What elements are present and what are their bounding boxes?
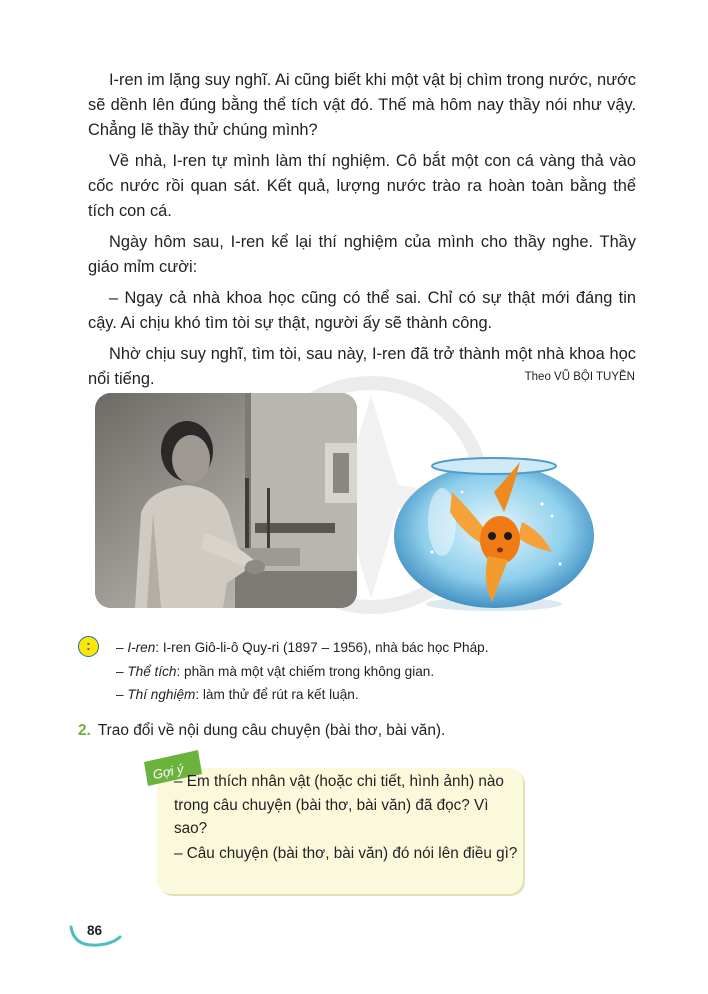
page-number: 86 <box>87 923 103 938</box>
glossary-term: Thể tích <box>127 663 177 679</box>
glossary-list <box>116 636 596 707</box>
task-2 <box>78 722 445 740</box>
glossary-icon: : <box>78 636 99 657</box>
goldfish-bowl-icon <box>392 452 597 612</box>
page-number-badge <box>68 915 124 949</box>
scientist-photo <box>95 393 357 608</box>
hint-line: – Em thích nhân vật (hoặc chi tiết, hình ảnh) nào trong câu chuyện (bài thơ, bài văn) đã đọc? Vì sao? <box>174 773 504 837</box>
scientist-photo-art <box>95 393 357 608</box>
glossary-definition: : làm thử để rút ra kết luận. <box>195 687 359 702</box>
story-paragraph: I-ren im lặng suy nghĩ. Ai cũng biết khi một vật bị chìm trong nước, nước sẽ dềnh lên đúng bằng thể tích vật đó. Thế mà hôm nay thầy nói như vậy. Chẳng lẽ thầy thử chúng mình? <box>88 71 636 139</box>
glossary-item: – Thể tích: phần mà một vật chiếm trong không gian. <box>116 663 435 679</box>
glossary-term: Thí nghiệm <box>127 687 196 702</box>
story-paragraph: – Ngay cả nhà khoa học cũng có thể sai. Chỉ có sự thật mới đáng tin cậy. Ai chịu khó tìm tòi sự thật, người ấy sẽ thành công. <box>88 289 636 332</box>
story-text <box>88 68 636 398</box>
task-number: 2. <box>78 722 91 739</box>
hint-text <box>174 770 518 866</box>
glossary-item: – Thí nghiệm: làm thử để rút ra kết luận. <box>116 687 359 702</box>
story-paragraph: Về nhà, I-ren tự mình làm thí nghiệm. Cô bắt một con cá vàng thả vào cốc nước rồi quan sát. Kết quả, lượng nước trào ra hoàn toàn bằng thể tích con cá. <box>88 152 636 220</box>
task-text: Trao đổi về nội dung câu chuyện (bài thơ, bài văn). <box>97 722 446 739</box>
glossary-definition: : phần mà một vật chiếm trong không gian. <box>176 663 435 679</box>
glossary-term: I-ren <box>127 640 156 655</box>
hint-line: – Câu chuyện (bài thơ, bài văn) đó nói lên điều gì? <box>174 844 518 862</box>
hint-label: Gợi ý <box>151 761 185 783</box>
story-source: Theo VŨ BỘI TUYỀN <box>524 371 635 383</box>
story-paragraph: Ngày hôm sau, I-ren kể lại thí nghiệm của mình cho thầy nghe. Thầy giáo mỉm cười: <box>88 233 636 276</box>
glossary-item: – I-ren: I-ren Giô-li-ô Quy-ri (1897 – 1956), nhà bác học Pháp. <box>116 640 489 655</box>
story-paragraph: Nhờ chịu suy nghĩ, tìm tòi, sau này, I-ren đã trở thành một nhà khoa học nổi tiếng. <box>88 345 636 388</box>
glossary-definition: : I-ren Giô-li-ô Quy-ri (1897 – 1956), nhà bác học Pháp. <box>155 640 489 655</box>
